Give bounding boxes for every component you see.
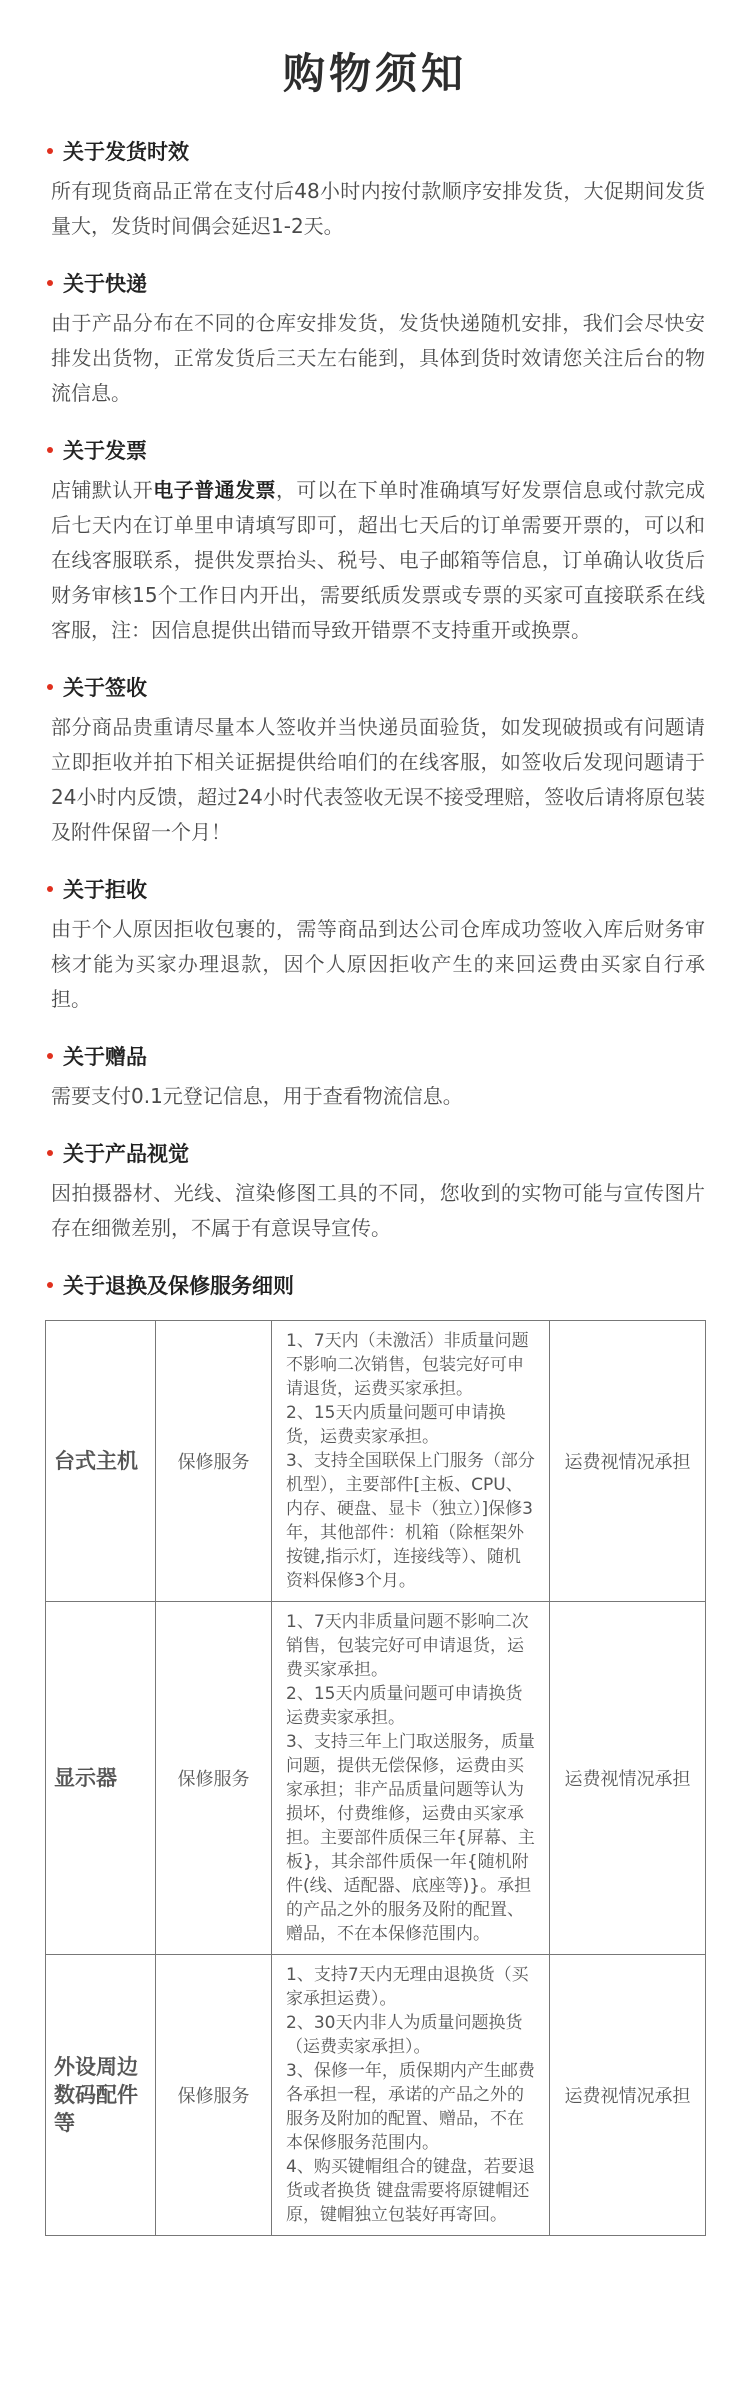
- bullet-dot-icon: [47, 684, 53, 690]
- invoice-type-highlight: 电子普通发票: [153, 478, 276, 502]
- detail-line: 3、保修一年，质保期内产生邮费各承担一程，承诺的产品之外的服务及附加的配置、赠品，不在本保修服务范围内。: [286, 2061, 535, 2153]
- detail-line: 1、7天内非质量问题不影响二次销售，包装完好可申请退货，运费买家承担。: [286, 1612, 529, 1680]
- section-signing: [45, 666, 705, 850]
- section-heading: [45, 1264, 705, 1306]
- fee-cell: 运费视情况承担: [550, 1602, 706, 1955]
- invoice-text-after: ，可以在下单时准确填写好发票信息或付款完成后七天内在订单里申请填写即可，超出七天后的订单需要开票的，可以和在线客服联系，提供发票抬头、税号、电子邮箱等信息，订单确认收货后财务审核15个工作日内开出，需要纸质发票或专票的买家可直接联系在线客服，注：因信息提供出错而导致开错票不支持重开或换票。: [51, 478, 706, 642]
- section-body: 所有现货商品正常在支付后48小时内按付款顺序安排发货，大促期间发货量大，发货时间偶会延迟1-2天。: [51, 179, 705, 238]
- service-cell: 保修服务: [156, 1955, 272, 2236]
- bullet-dot-icon: [47, 1053, 53, 1059]
- section-heading-text: 关于签收: [63, 676, 147, 700]
- section-body: 部分商品贵重请尽量本人签收并当快递员面验货，如发现破损或有问题请立即拒收并拍下相关证据提供给咱们的在线客服，如签收后发现问题请于24小时内反馈，超过24小时代表签收无误不接受理赔，签收后请将原包装及附件保留一个月！: [51, 715, 705, 844]
- page-title: 购物须知: [282, 49, 467, 98]
- section-product-visuals: [45, 1132, 705, 1246]
- detail-line: 2、15天内质量问题可申请换货运费卖家承担。: [286, 1684, 523, 1728]
- section-heading: [45, 1035, 705, 1077]
- section-courier: [45, 262, 705, 411]
- section-heading: [45, 429, 705, 471]
- section-heading-text: 关于快递: [63, 272, 147, 296]
- section-invoice: [45, 429, 705, 648]
- details-cell: [272, 1321, 550, 1602]
- bullet-dot-icon: [47, 280, 53, 286]
- bullet-dot-icon: [47, 148, 53, 154]
- section-gifts: [45, 1035, 705, 1114]
- section-rejection: [45, 868, 705, 1017]
- section-heading-text: 关于赠品: [63, 1045, 147, 1069]
- section-heading: [45, 130, 705, 172]
- detail-line: 4、购买键帽组合的键盘，若要退货或者换货 键盘需要将原键帽还原，键帽独立包装好再寄回。: [286, 2157, 535, 2225]
- section-body: 由于个人原因拒收包裹的，需等商品到达公司仓库成功签收入库后财务审核才能为买家办理退款，因个人原因拒收产生的来回运费由买家自行承担。: [51, 917, 705, 1011]
- category-cell: 台式主机: [46, 1321, 156, 1602]
- section-heading: [45, 262, 705, 304]
- section-heading-text: 关于拒收: [63, 878, 147, 902]
- section-heading: [45, 666, 705, 708]
- details-cell: [272, 1955, 550, 2236]
- detail-line: 1、7天内（未激活）非质量问题不影响二次销售，包装完好可申请退货，运费买家承担。: [286, 1331, 529, 1399]
- section-heading: [45, 868, 705, 910]
- service-cell: 保修服务: [156, 1602, 272, 1955]
- bullet-dot-icon: [47, 1282, 53, 1288]
- table-row: [46, 1602, 706, 1955]
- warranty-table: [45, 1320, 706, 2236]
- table-row: [46, 1955, 706, 2236]
- invoice-text-before: 店铺默认开: [51, 478, 154, 502]
- detail-line: 2、30天内非人为质量问题换货（运费卖家承担）。: [286, 2013, 523, 2057]
- detail-line: 3、支持三年上门取送服务，质量问题，提供无偿保修，运费由买家承担；非产品质量问题等认为损坏，付费维修，运费由买家承担。主要部件质保三年{屏幕、主板}，其余部件质保一年{随机附件(线、适配器、底座等)}。承担的产品之外的服务及附的配置、赠品，不在本保修范围内。: [286, 1732, 535, 1944]
- section-body: 因拍摄器材、光线、渲染修图工具的不同，您收到的实物可能与宣传图片存在细微差别，不属于有意误导宣传。: [51, 1181, 705, 1240]
- bullet-dot-icon: [47, 447, 53, 453]
- details-cell: [272, 1602, 550, 1955]
- section-heading-text: 关于发货时效: [63, 140, 189, 164]
- detail-line: 3、支持全国联保上门服务（部分机型），主要部件[主板、CPU、内存、硬盘、显卡（独立）]保修3年，其他部件：机箱（除框架外按键,指示灯，连接线等）、随机资料保修3个月。: [286, 1451, 535, 1591]
- section-body: [51, 473, 705, 648]
- section-heading-text: 关于发票: [63, 439, 147, 463]
- section-heading-text: 关于退换及保修服务细则: [63, 1274, 294, 1298]
- fee-cell: 运费视情况承担: [550, 1321, 706, 1602]
- bullet-dot-icon: [47, 886, 53, 892]
- section-body: 需要支付0.1元登记信息，用于查看物流信息。: [51, 1084, 463, 1108]
- fee-cell: 运费视情况承担: [550, 1955, 706, 2236]
- category-cell: 显示器: [46, 1602, 156, 1955]
- service-cell: 保修服务: [156, 1321, 272, 1602]
- detail-line: 2、15天内质量问题可申请换货，运费卖家承担。: [286, 1403, 506, 1447]
- section-heading-text: 关于产品视觉: [63, 1142, 189, 1166]
- section-shipping-time: [45, 130, 705, 244]
- category-cell: 外设周边数码配件等: [46, 1955, 156, 2236]
- bullet-dot-icon: [47, 1150, 53, 1156]
- section-warranty: [45, 1264, 705, 2236]
- detail-line: 1、支持7天内无理由退换货（买家承担运费）。: [286, 1965, 529, 2009]
- section-body: 由于产品分布在不同的仓库安排发货，发货快递随机安排，我们会尽快安排发出货物，正常发货后三天左右能到，具体到货时效请您关注后台的物流信息。: [51, 311, 705, 405]
- table-row: [46, 1321, 706, 1602]
- section-heading: [45, 1132, 705, 1174]
